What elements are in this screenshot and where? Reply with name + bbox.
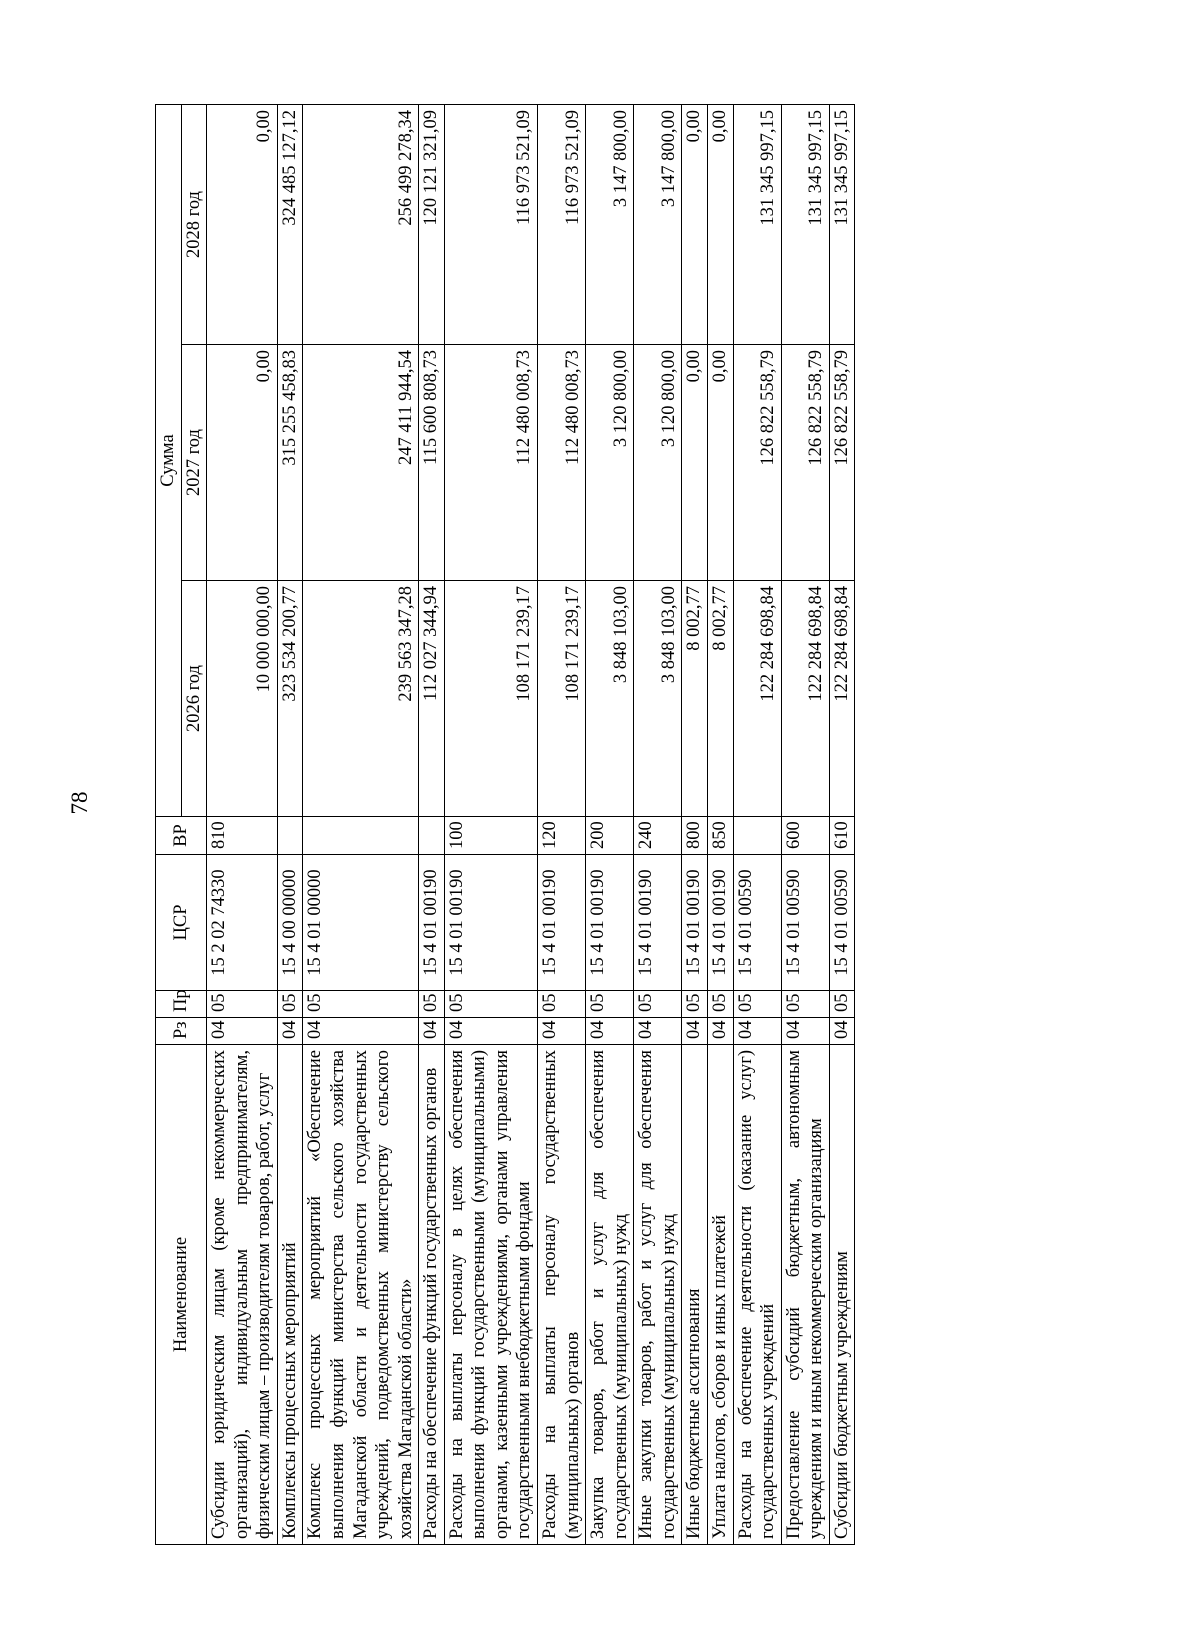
- row-2026: 8 002,77: [707, 581, 733, 817]
- row-csr: 15 4 01 00190: [682, 855, 708, 991]
- row-vr: 850: [707, 817, 733, 855]
- row-2028: 131 345 997,15: [829, 104, 855, 344]
- row-pr: 05: [207, 991, 278, 1018]
- row-vr: 610: [829, 817, 855, 855]
- row-pr: 05: [586, 991, 634, 1018]
- row-pr: 05: [707, 991, 733, 1018]
- row-rz: 04: [207, 1018, 278, 1045]
- rotated-table-container: [155, 105, 1045, 1545]
- header-rz: Рз: [156, 1018, 207, 1045]
- header-2027: 2027 год: [181, 345, 207, 581]
- row-pr: 05: [277, 991, 303, 1018]
- row-2026: 323 534 200,77: [277, 581, 303, 817]
- row-rz: 04: [538, 1018, 586, 1045]
- row-rz: 04: [682, 1018, 708, 1045]
- row-2027: 126 822 558,79: [781, 345, 829, 581]
- budget-table: [155, 104, 855, 1545]
- row-rz: 04: [829, 1018, 855, 1045]
- row-csr: 15 4 01 00190: [707, 855, 733, 991]
- row-2027: 3 120 800,00: [586, 345, 634, 581]
- row-name: Уплата налогов, сборов и иных платежей: [707, 1045, 733, 1545]
- row-2027: 0,00: [682, 345, 708, 581]
- row-2027: 126 822 558,79: [733, 345, 781, 581]
- row-name: Закупка товаров, работ и услуг для обеспечения государственных (муниципальных) нужд: [586, 1045, 634, 1545]
- row-2026: 239 563 347,28: [303, 581, 419, 817]
- row-rz: 04: [781, 1018, 829, 1045]
- row-csr: 15 4 01 00590: [733, 855, 781, 991]
- row-csr: 15 4 00 00000: [277, 855, 303, 991]
- row-2026: 8 002,77: [682, 581, 708, 817]
- row-vr: 810: [207, 817, 278, 855]
- row-pr: 05: [781, 991, 829, 1018]
- row-pr: 05: [682, 991, 708, 1018]
- row-name: Субсидии бюджетным учреждениям: [829, 1045, 855, 1545]
- row-csr: 15 4 01 00000: [303, 855, 419, 991]
- row-pr: 05: [634, 991, 682, 1018]
- row-name: Расходы на выплаты персоналу государственных (муниципальных) органов: [538, 1045, 586, 1545]
- row-2026: 10 000 000,00: [207, 581, 278, 817]
- row-name: Предоставление субсидий бюджетным, автономным учреждениям и иным некоммерческим организациям: [781, 1045, 829, 1545]
- row-name: Субсидии юридическим лицам (кроме некоммерческих организаций), индивидуальным предпринимателям, физическим лицам – производителям товаров, работ, услуг: [207, 1045, 278, 1545]
- row-pr: 05: [444, 991, 537, 1018]
- row-2026: 3 848 103,00: [634, 581, 682, 817]
- header-name: Наименование: [156, 1045, 207, 1545]
- row-2026: 108 171 239,17: [538, 581, 586, 817]
- row-csr: 15 4 01 00190: [538, 855, 586, 991]
- row-vr: 800: [682, 817, 708, 855]
- row-rz: 04: [419, 1018, 445, 1045]
- row-name: Иные закупки товаров, работ и услуг для обеспечения государственных (муниципальных) нужд: [634, 1045, 682, 1545]
- row-2026: 112 027 344,94: [419, 581, 445, 817]
- row-2027: 0,00: [707, 345, 733, 581]
- row-csr: 15 4 01 00190: [419, 855, 445, 991]
- row-rz: 04: [634, 1018, 682, 1045]
- table-row: [207, 104, 278, 1544]
- row-csr: 15 4 01 00590: [829, 855, 855, 991]
- row-rz: 04: [277, 1018, 303, 1045]
- table-row: [634, 104, 682, 1544]
- header-row: [156, 104, 182, 1544]
- row-2027: 112 480 008,73: [444, 345, 537, 581]
- row-2027: 115 600 808,73: [419, 345, 445, 581]
- row-2027: 3 120 800,00: [634, 345, 682, 581]
- row-name: Расходы на обеспечение деятельности (оказание услуг) государственных учреждений: [733, 1045, 781, 1545]
- row-csr: 15 2 02 74330: [207, 855, 278, 991]
- row-2027: 0,00: [207, 345, 278, 581]
- row-2028: 0,00: [707, 104, 733, 344]
- table-row: [733, 104, 781, 1544]
- row-2028: 0,00: [207, 104, 278, 344]
- row-2028: 116 973 521,09: [538, 104, 586, 344]
- row-2028: 116 973 521,09: [444, 104, 537, 344]
- row-name: Расходы на обеспечение функций государственных органов: [419, 1045, 445, 1545]
- row-2028: 3 147 800,00: [586, 104, 634, 344]
- table-row: [707, 104, 733, 1544]
- row-csr: 15 4 01 00590: [781, 855, 829, 991]
- header-2026: 2026 год: [181, 581, 207, 817]
- table-row: [277, 104, 303, 1544]
- header-sum: Сумма: [156, 104, 182, 816]
- row-csr: 15 4 01 00190: [586, 855, 634, 991]
- row-vr: 120: [538, 817, 586, 855]
- table-row: [829, 104, 855, 1544]
- row-rz: 04: [733, 1018, 781, 1045]
- row-rz: 04: [303, 1018, 419, 1045]
- header-vr: ВР: [156, 817, 207, 855]
- row-vr: 240: [634, 817, 682, 855]
- row-name: Комплекс процессных мероприятий «Обеспечение выполнения функций министерства сельского хозяйства Магаданской области и деятельности государственных учреждений, подведомственных министерству сельского хозяйства Магаданской области»: [303, 1045, 419, 1545]
- row-2026: 3 848 103,00: [586, 581, 634, 817]
- row-rz: 04: [586, 1018, 634, 1045]
- table-row: [682, 104, 708, 1544]
- row-2027: 126 822 558,79: [829, 345, 855, 581]
- row-2028: 120 121 321,09: [419, 104, 445, 344]
- row-rz: 04: [707, 1018, 733, 1045]
- table-row: [781, 104, 829, 1544]
- row-pr: 05: [538, 991, 586, 1018]
- row-pr: 05: [829, 991, 855, 1018]
- row-2028: 0,00: [682, 104, 708, 344]
- row-2026: 122 284 698,84: [781, 581, 829, 817]
- row-vr: [419, 817, 445, 855]
- row-2026: 108 171 239,17: [444, 581, 537, 817]
- row-pr: 05: [733, 991, 781, 1018]
- row-vr: 100: [444, 817, 537, 855]
- header-pr: Пр: [156, 991, 207, 1018]
- table-row: [538, 104, 586, 1544]
- header-csr: ЦСР: [156, 855, 207, 991]
- row-csr: 15 4 01 00190: [444, 855, 537, 991]
- row-rz: 04: [444, 1018, 537, 1045]
- row-pr: 05: [303, 991, 419, 1018]
- row-2028: 131 345 997,15: [733, 104, 781, 344]
- table-row: [586, 104, 634, 1544]
- row-name: Комплексы процессных мероприятий: [277, 1045, 303, 1545]
- row-vr: [733, 817, 781, 855]
- row-pr: 05: [419, 991, 445, 1018]
- row-2026: 122 284 698,84: [829, 581, 855, 817]
- row-vr: 200: [586, 817, 634, 855]
- row-vr: [303, 817, 419, 855]
- row-2028: 324 485 127,12: [277, 104, 303, 344]
- table-row: [444, 104, 537, 1544]
- row-2027: 315 255 458,83: [277, 345, 303, 581]
- table-row: [303, 104, 419, 1544]
- row-csr: 15 4 01 00190: [634, 855, 682, 991]
- row-name: Расходы на выплаты персоналу в целях обеспечения выполнения функций государственными (муниципальными) органами, казенными учреждениями, органами управления государственными внебюджетными фондами: [444, 1045, 537, 1545]
- row-2026: 122 284 698,84: [733, 581, 781, 817]
- row-vr: 600: [781, 817, 829, 855]
- row-vr: [277, 817, 303, 855]
- row-2027: 112 480 008,73: [538, 345, 586, 581]
- header-2028: 2028 год: [181, 104, 207, 344]
- table-body: [207, 104, 855, 1544]
- row-2028: 131 345 997,15: [781, 104, 829, 344]
- row-2028: 256 499 278,34: [303, 104, 419, 344]
- table-row: [419, 104, 445, 1544]
- row-name: Иные бюджетные ассигнования: [682, 1045, 708, 1545]
- row-2028: 3 147 800,00: [634, 104, 682, 344]
- page-number: 78: [67, 791, 92, 815]
- row-2027: 247 411 944,54: [303, 345, 419, 581]
